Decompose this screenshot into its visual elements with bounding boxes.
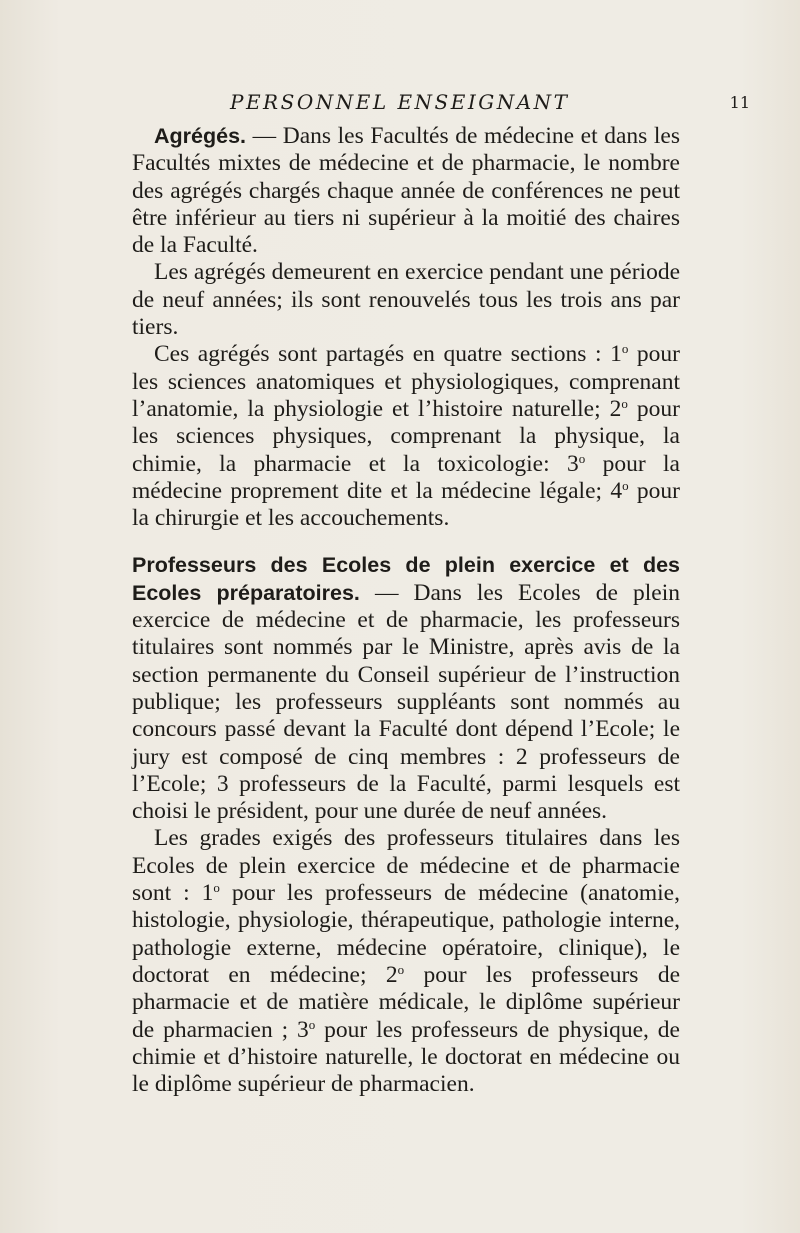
body-text xyxy=(132,123,680,1098)
ordinal-mark: o xyxy=(621,341,629,357)
ordinal-mark: o xyxy=(622,477,629,493)
paragraph-text: — Dans les Facultés de médecine et dans les Facultés mixtes de médecine et de pharmacie, le nombre des agrégés chargés chaque année de conférences ne peut être inférieur au tiers ni supérieur à la moitié des chaires de la Faculté. xyxy=(132,123,680,259)
paragraph-text: pour les sciences anatomiques et physiologiques, comprenant l’anatomie, la physiologie et l’histoire naturelle; 2 xyxy=(132,341,680,422)
page-number: 11 xyxy=(729,93,750,112)
ordinal-mark: o xyxy=(578,450,586,466)
paragraph-text: pour les professeurs de pharmacie et de matière médicale, le diplôme supérieur de pharmacien ; 3 xyxy=(132,961,680,1043)
paragraph-agreges-intro xyxy=(132,123,680,259)
ordinal-mark: o xyxy=(308,1016,316,1032)
paragraph-agreges-duree: Les agrégés demeurent en exercice pendant une période de neuf années; ils sont renouvelés tous les trois ans par tiers. xyxy=(132,259,680,341)
ordinal-mark: o xyxy=(213,880,220,896)
ordinal-mark: o xyxy=(397,961,405,977)
running-head: PERSONNEL ENSEIGNANT xyxy=(230,90,570,114)
paragraph-text: Ces agrégés sont partagés en quatre sections : 1 xyxy=(154,341,622,368)
paragraph-text: pour les sciences physiques, comprenant la physique, la chimie, la pharmacie et la toxicologie: 3 xyxy=(132,395,680,477)
paragraph-professeurs-grades xyxy=(132,825,680,1098)
paragraph-professeurs-nomination xyxy=(132,552,680,825)
paragraph-text: pour la chirurgie et les accouchements. xyxy=(132,477,680,532)
heading-agreges: Agrégés. xyxy=(154,124,247,148)
heading-professeurs: Professeurs des Ecoles de plein exercice et des Ecoles préparatoires. xyxy=(132,553,680,605)
paragraph-text: — Dans les Ecoles de plein exercice de médecine et de pharmacie, les professeurs titulaires sont nommés par le Ministre, après avis de la section permanente du Conseil supérieur de l’instruction publique; les professeurs suppléants sont nommés au concours passé devant la Faculté dont dépend l’Ecole; le jury est composé de cinq membres : 2 professeurs de l’Ecole; 3 professeurs de la Faculté, parmi lesquels est choisi le président, pour une durée de neuf années. xyxy=(132,579,681,825)
paragraph-text: pour la médecine proprement dite et la médecine légale; 4 xyxy=(132,450,680,504)
paragraph-text: pour les professeurs de médecine (anatomie, histologie, physiologie, thérapeutique, pathologie interne, pathologie externe, médecine opératoire, clinique), le doctorat en médecine; 2 xyxy=(132,880,680,988)
page-header xyxy=(230,90,750,126)
paragraph-text: pour les professeurs de physique, de chimie et d’histoire naturelle, le doctorat en médecine ou le diplôme supérieur de pharmacien. xyxy=(132,1016,680,1098)
paragraph-agreges-sections xyxy=(132,341,680,532)
paragraph-text: Les grades exigés des professeurs titulaires dans les Ecoles de plein exercice de médecine et de pharmacie sont : 1 xyxy=(132,825,680,907)
ordinal-mark: o xyxy=(621,395,628,411)
